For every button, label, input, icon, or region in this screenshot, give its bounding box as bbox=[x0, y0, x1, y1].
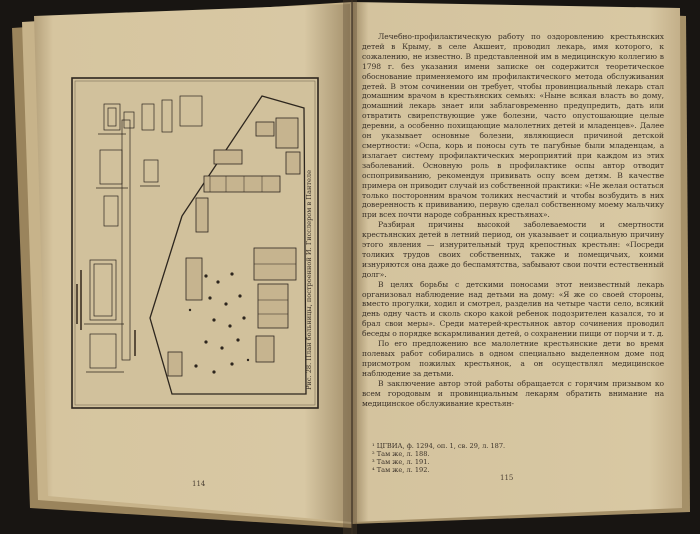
paragraph: В целях борьбы с детскими поносами этот неизвестный лекарь организовал наблюдение над детьми на дому: «Я же со своей стороны, вместо прогулки, ходил и смотрел, разделив на четыре части село, всякий день одну часть и сколь скоро какой ребенок подозрителен казался, то и брал свои меры». Среди матерей-крестьянок автор сочинения проводил беседы о порядке вскармливания детей, о сохранении пищи от порчи и т. д. bbox=[362, 279, 664, 339]
paragraph: По его предложению все малолетние крестьянские дети во время полевых работ собирались в одном специально выделенном доме под присмотром пожилых крестьянок, а он осуществлял медицинское наблюдение за детьми. bbox=[362, 339, 664, 378]
footnote: ² Там же, л. 188. bbox=[372, 450, 430, 458]
footnote: ¹ ЦГВИА, ф. 1294, оп. 1, св. 29, л. 187. bbox=[372, 442, 506, 450]
footnotes bbox=[372, 442, 664, 474]
footnote: ⁴ Там же, л. 192. bbox=[372, 466, 430, 474]
right-page-body bbox=[362, 32, 664, 408]
paragraph: В заключение автор этой работы обращается с горячим призывом ко всем городовым и провинциальным лекарям обратить внимание на медицинское обслуживание крестьян- bbox=[362, 378, 664, 408]
figure-caption: Рис. 28. План больницы, построенной И. Гисслером в Пантеле bbox=[305, 169, 313, 390]
right-page-number: 115 bbox=[500, 474, 514, 482]
paragraph: Лечебно-профилактическую работу по оздоровлению крестьянских детей в Крыму, в селе Акшеит, проводил лекарь, имя которого, к сожалению, не известно. В представленной им в медицинскую коллегию в 1798 г. без указания имени записке он содержится теоретическое обоснование применяемого им профилактического метода обслуживания детей. В этом сочинении он требует, чтобы провинциальный лекарь стал домашним врачом в крестьянских семьях: «Ныне всякая власть во дому, домашний лекарь знает или заблаговременно предупредить, дать или отвратить свирепствующие уже болезни, часто опустошающие целые деревни, а особенно похищающие малолетних детей и младенцев». Далее он указывает основные болезни, являющиеся причиной детской смертности: «Оспа, корь и поносы суть те пагубные были младенцам, а излагает систему профилактических мероприятий при каждом из этих заболеваний. Основную роль в профилактике оспы автор отводит оспопрививанию, рекомендуя прививать оспу всем детям. В качестве примера он приводит случай из собственной практики: «Не желая остаться только посторонним врачом толиких несчастий и чтобы возбудить в них доверенность к прививанию, первую сделал собственному моему мальчику при всех почти народе собранных крестьянах». bbox=[362, 32, 664, 220]
footnote: ³ Там же, л. 191. bbox=[372, 458, 430, 466]
paragraph: Разбирая причины высокой заболеваемости и смертности крестьянских детей в летний период, он указывает и социальную причину этого явления — изнурительный труд крепостных крестьян: «Посреди толиких трудов своих собственных, также и помещичьих, коими изнуряются она даже до беспамятства, забывают свои почти естественный долг». bbox=[362, 220, 664, 279]
left-page-number: 114 bbox=[192, 480, 206, 488]
hospital-plan-figure bbox=[72, 78, 318, 408]
